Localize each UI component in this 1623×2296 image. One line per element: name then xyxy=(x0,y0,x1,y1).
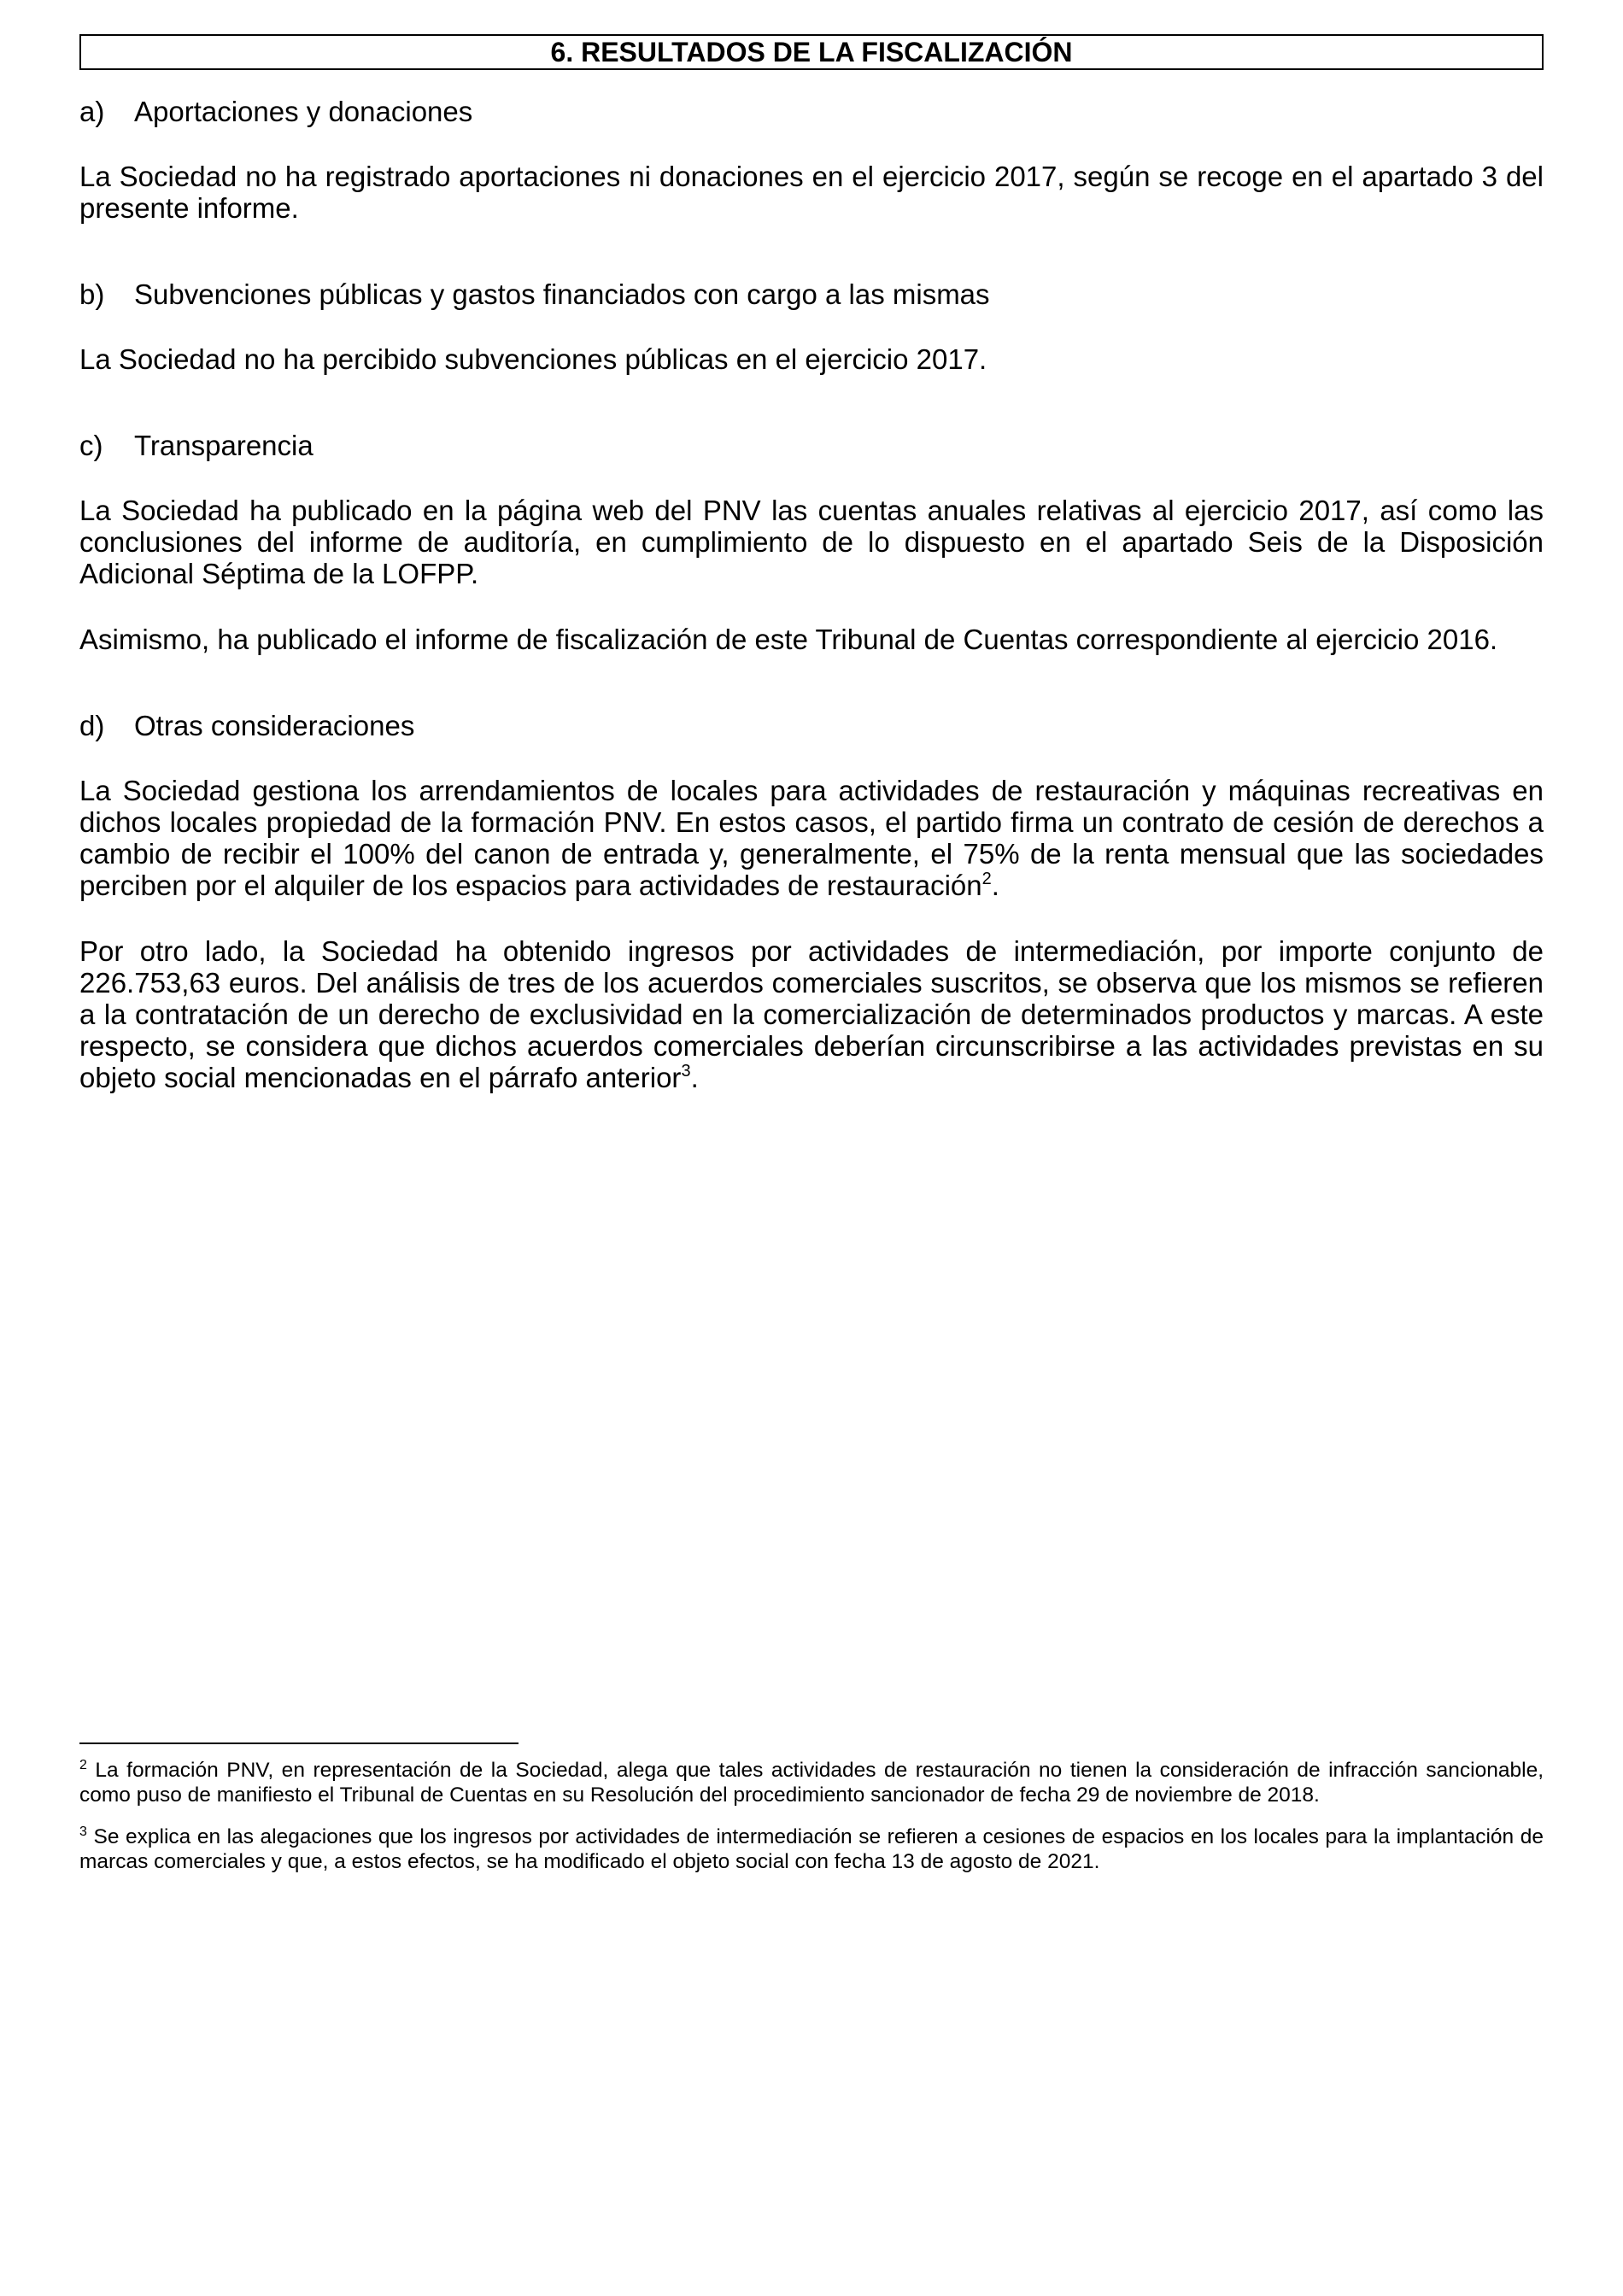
paragraph-d-2-text: Por otro lado, la Sociedad ha obtenido ingresos por actividades de intermediación, por importe conjunto de 226.753,63 euros. Del análisis de tres de los acuerdos comerciales suscritos, se observa que los mismos se refieren a la contratación de un derecho de exclusividad en la comercialización de determinados productos y marcas. A este respecto, se considera que dichos acuerdos comerciales deberían circunscribirse a las actividades previstas en su objeto social mencionadas en el párrafo anterior xyxy=(79,935,1544,1093)
footnote-number: 2 xyxy=(79,1758,87,1772)
paragraph-c-2: Asimismo, ha publicado el informe de fiscalización de este Tribunal de Cuentas correspondiente al ejercicio 2016. xyxy=(79,624,1498,655)
subsection-title: Subvenciones públicas y gastos financiados con cargo a las mismas xyxy=(134,278,990,310)
footnote-2 xyxy=(79,1758,1544,1807)
footnote-ref-3[interactable]: 3 xyxy=(681,1062,691,1081)
subsection-letter: d) xyxy=(79,710,105,741)
footnote-text: La formación PNV, en representación de la Sociedad, alega que tales actividades de restauración no tienen la consideración de infracción sancionable, como puso de manifiesto el Tribunal de Cuentas en su Resolución del procedimiento sancionador de fecha 29 de noviembre de 2018. xyxy=(79,1759,1544,1807)
footnote-separator xyxy=(79,1742,519,1744)
document-body xyxy=(79,34,1544,1093)
paragraph-d-1: La Sociedad gestiona los arrendamientos de locales para actividades de restauración y máquinas recreativas en dichos locales propiedad de la formación PNV. En estos casos, el partido firma un contrato de cesión de derechos a cambio de recibir el 100% del canon de entrada y, generalmente, el 75% de la renta mensual que las sociedades perciben por el alquiler de los espacios para actividades de restauración$^2$. xyxy=(79,775,1544,901)
subsection-title: Transparencia xyxy=(134,430,313,461)
paragraph-a-1: La Sociedad no ha registrado aportaciones ni donaciones en el ejercicio 2017, según se recoge en el apartado 3 del presente informe. xyxy=(79,161,1544,224)
subsection-letter: b) xyxy=(79,278,105,310)
subsection-letter: a) xyxy=(79,96,105,127)
subsection-letter: c) xyxy=(79,430,103,461)
subsection-heading-b xyxy=(79,278,1544,311)
subsection-title: Aportaciones y donaciones xyxy=(134,96,473,127)
paragraph-d-1-text: La Sociedad gestiona los arrendamientos de locales para actividades de restauración y máquinas recreativas en dichos locales propiedad de la formación PNV. En estos casos, el partido firma un contrato de cesión de derechos a cambio de recibir el 100% del canon de entrada y, generalmente, el 75% de la renta mensual que las sociedades perciben por el alquiler de los espacios para actividades de restauración xyxy=(79,775,1544,901)
paragraph-b-1: La Sociedad no ha percibido subvenciones públicas en el ejercicio 2017. xyxy=(79,343,987,375)
footnote-number: 3 xyxy=(79,1824,87,1839)
subsection-title: Otras consideraciones xyxy=(134,710,415,741)
paragraph-d-2: Por otro lado, la Sociedad ha obtenido ingresos por actividades de intermediación, por importe conjunto de 226.753,63 euros. Del análisis de tres de los acuerdos comerciales suscritos, se observa que los mismos se refieren a la contratación de un derecho de exclusividad en la comercialización de determinados productos y marcas. A este respecto, se considera que dichos acuerdos comerciales deberían circunscribirse a las actividades previstas en su objeto social mencionadas en el párrafo anterior$^3$. xyxy=(79,935,1544,1093)
subsection-heading-c xyxy=(79,430,1544,462)
footnotes xyxy=(79,1742,1544,1874)
subsection-heading-d xyxy=(79,710,1544,742)
footnote-text: Se explica en las alegaciones que los ingresos por actividades de intermediación se refieren a cesiones de espacios en los locales para la implantación de marcas comerciales y que, a estos efectos, se ha modificado el objeto social con fecha 13 de agosto de 2021. xyxy=(79,1825,1544,1873)
footnote-3 xyxy=(79,1824,1544,1874)
footnote-ref-2[interactable]: 2 xyxy=(981,870,992,888)
section-title: 6. RESULTADOS DE LA FISCALIZACIÓN xyxy=(79,34,1544,70)
paragraph-c-1: La Sociedad ha publicado en la página web del PNV las cuentas anuales relativas al ejercicio 2017, así como las conclusiones del informe de auditoría, en cumplimiento de lo dispuesto en el apartado Seis de la Disposición Adicional Séptima de la LOFPP. xyxy=(79,495,1544,589)
subsection-heading-a xyxy=(79,96,1544,128)
